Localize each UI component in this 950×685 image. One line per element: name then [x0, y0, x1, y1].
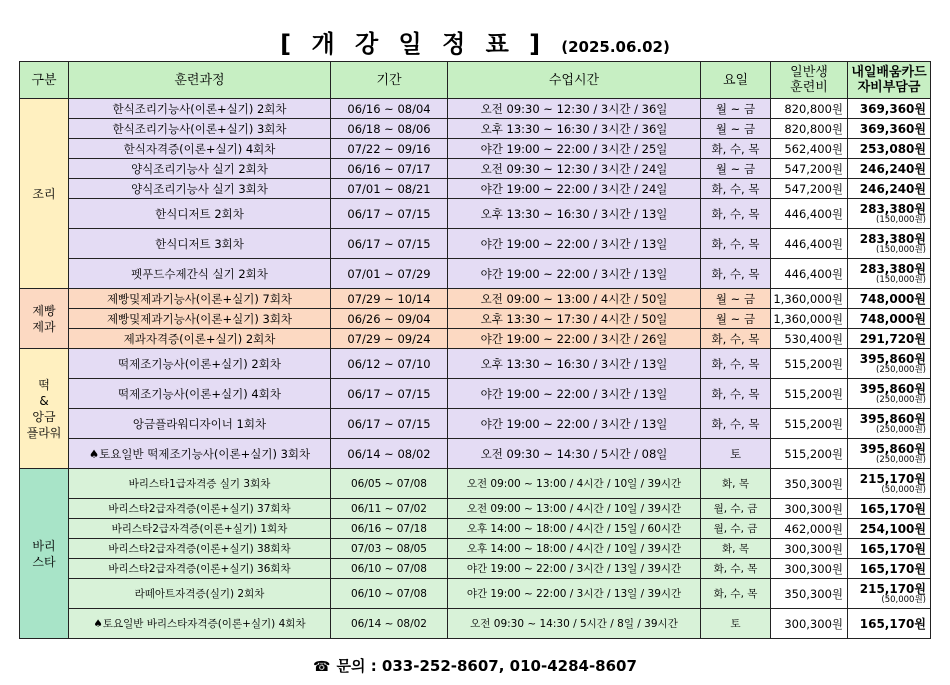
- self-pay-cell: [848, 469, 931, 499]
- self-pay-cell: [848, 139, 931, 159]
- self-pay-cell: [848, 499, 931, 519]
- course-cell: 제빵및제과기능사(이론+실기) 3회차: [69, 309, 331, 329]
- category-cell: 떡 & 앙금 플라워: [20, 349, 69, 469]
- fee-cell: 300,300원: [771, 559, 848, 579]
- fee-cell: 446,400원: [771, 229, 848, 259]
- fee-cell: 1,360,000원: [771, 309, 848, 329]
- course-cell: 바리스타2급자격증(이론+실기) 36회차: [69, 559, 331, 579]
- table-row: [20, 329, 931, 349]
- time-cell: 야간 19:00 ~ 22:00 / 3시간 / 13일: [448, 259, 701, 289]
- time-cell: 오전 09:30 ~ 12:30 / 3시간 / 24일: [448, 159, 701, 179]
- fee-cell: 515,200원: [771, 349, 848, 379]
- period-cell: 06/11 ~ 07/02: [331, 499, 448, 519]
- days-cell: 월 ~ 금: [701, 309, 771, 329]
- course-cell: 제빵및제과기능사(이론+실기) 7회차: [69, 289, 331, 309]
- fee-cell: 350,300원: [771, 469, 848, 499]
- fee-cell: 1,360,000원: [771, 289, 848, 309]
- course-cell: 제과자격증(이론+실기) 2회차: [69, 329, 331, 349]
- title-date: (2025.06.02): [561, 38, 670, 56]
- fee-cell: 300,300원: [771, 499, 848, 519]
- self-pay-note: (150,000원): [876, 274, 926, 285]
- self-pay-amount: 369,360원: [859, 121, 926, 136]
- time-cell: 오전 09:30 ~ 12:30 / 3시간 / 36일: [448, 99, 701, 119]
- course-cell: 떡제조기능사(이론+실기) 2회차: [69, 349, 331, 379]
- self-pay-amount: 748,000원: [859, 291, 926, 306]
- self-pay-amount: 246,240원: [859, 161, 926, 176]
- self-pay-amount: 165,170원: [859, 616, 926, 631]
- table-row: [20, 409, 931, 439]
- self-pay-amount: 748,000원: [859, 311, 926, 326]
- period-cell: 06/16 ~ 07/18: [331, 519, 448, 539]
- period-cell: 07/29 ~ 10/14: [331, 289, 448, 309]
- self-pay-amount: 395,860원: [859, 351, 926, 366]
- self-pay-note: (150,000원): [876, 244, 926, 255]
- self-pay-cell: [848, 309, 931, 329]
- time-cell: 오전 09:30 ~ 14:30 / 5시간 / 8일 / 39시간: [448, 609, 701, 639]
- table-row: [20, 609, 931, 639]
- title-text: [ 개 강 일 정 표 ]: [280, 30, 547, 58]
- time-cell: 오전 09:30 ~ 14:30 / 5시간 / 08일: [448, 439, 701, 469]
- table-row: [20, 159, 931, 179]
- time-cell: 오전 09:00 ~ 13:00 / 4시간 / 10일 / 39시간: [448, 469, 701, 499]
- table-row: [20, 439, 931, 469]
- course-cell: 바리스타2급자격증(이론+실기) 37회차: [69, 499, 331, 519]
- self-pay-cell: [848, 99, 931, 119]
- table-row: [20, 259, 931, 289]
- self-pay-cell: [848, 379, 931, 409]
- days-cell: 월 ~ 금: [701, 119, 771, 139]
- header-general-fee: 일반생 훈련비: [771, 62, 848, 99]
- course-cell: 한식디저트 3회차: [69, 229, 331, 259]
- table-row: [20, 139, 931, 159]
- self-pay-cell: [848, 349, 931, 379]
- table-row: [20, 309, 931, 329]
- self-pay-amount: 395,860원: [859, 411, 926, 426]
- fee-cell: 300,300원: [771, 609, 848, 639]
- table-row: [20, 559, 931, 579]
- course-cell: 펫푸드수제간식 실기 2회차: [69, 259, 331, 289]
- time-cell: 야간 19:00 ~ 22:00 / 3시간 / 25일: [448, 139, 701, 159]
- self-pay-cell: [848, 559, 931, 579]
- time-cell: 야간 19:00 ~ 22:00 / 3시간 / 13일: [448, 379, 701, 409]
- days-cell: 월 ~ 금: [701, 99, 771, 119]
- self-pay-amount: 215,170원: [859, 581, 926, 596]
- time-cell: 오후 13:30 ~ 16:30 / 3시간 / 36일: [448, 119, 701, 139]
- course-cell: 바리스타1급자격증 실기 3회차: [69, 469, 331, 499]
- days-cell: 토: [701, 439, 771, 469]
- days-cell: 화, 수, 목: [701, 259, 771, 289]
- period-cell: 06/17 ~ 07/15: [331, 229, 448, 259]
- self-pay-note: (50,000원): [881, 594, 926, 605]
- self-pay-note: (250,000원): [876, 394, 926, 405]
- time-cell: 오전 09:00 ~ 13:00 / 4시간 / 10일 / 39시간: [448, 499, 701, 519]
- fee-cell: 350,300원: [771, 579, 848, 609]
- period-cell: 06/14 ~ 08/02: [331, 439, 448, 469]
- table-row: [20, 99, 931, 119]
- self-pay-cell: [848, 179, 931, 199]
- self-pay-note: (250,000원): [876, 424, 926, 435]
- time-cell: 오후 14:00 ~ 18:00 / 4시간 / 10일 / 39시간: [448, 539, 701, 559]
- fee-cell: 300,300원: [771, 539, 848, 559]
- days-cell: 화, 수, 목: [701, 329, 771, 349]
- days-cell: 월 ~ 금: [701, 159, 771, 179]
- self-pay-amount: 291,720원: [859, 331, 926, 346]
- self-pay-note: (50,000원): [881, 484, 926, 495]
- days-cell: 토: [701, 609, 771, 639]
- table-row: [20, 469, 931, 499]
- time-cell: 오후 13:30 ~ 17:30 / 4시간 / 50일: [448, 309, 701, 329]
- period-cell: 06/17 ~ 07/15: [331, 409, 448, 439]
- category-cell: 바리 스타: [20, 469, 69, 639]
- table-row: [20, 349, 931, 379]
- days-cell: 화, 수, 목: [701, 199, 771, 229]
- time-cell: 야간 19:00 ~ 22:00 / 3시간 / 13일: [448, 229, 701, 259]
- self-pay-amount: 369,360원: [859, 101, 926, 116]
- phone-icon: ☎: [313, 659, 331, 675]
- period-cell: 07/29 ~ 09/24: [331, 329, 448, 349]
- fee-cell: 462,000원: [771, 519, 848, 539]
- self-pay-cell: [848, 289, 931, 309]
- self-pay-amount: 254,100원: [859, 521, 926, 536]
- days-cell: 화, 수, 목: [701, 559, 771, 579]
- table-row: [20, 179, 931, 199]
- days-cell: 월 ~ 금: [701, 289, 771, 309]
- course-cell: 라떼아트자격증(실기) 2회차: [69, 579, 331, 609]
- days-cell: 화, 수, 목: [701, 139, 771, 159]
- contact-text: 문의 : 033-252-8607, 010-4284-8607: [336, 657, 637, 675]
- self-pay-amount: 283,380원: [859, 201, 926, 216]
- header-days: 요일: [701, 62, 771, 99]
- time-cell: 오전 09:00 ~ 13:00 / 4시간 / 50일: [448, 289, 701, 309]
- header-class-time: 수업시간: [448, 62, 701, 99]
- time-cell: 오후 14:00 ~ 18:00 / 4시간 / 15일 / 60시간: [448, 519, 701, 539]
- fee-cell: 820,800원: [771, 119, 848, 139]
- days-cell: 화, 수, 목: [701, 229, 771, 259]
- course-cell: 한식조리기능사(이론+실기) 3회차: [69, 119, 331, 139]
- fee-cell: 515,200원: [771, 379, 848, 409]
- self-pay-cell: [848, 259, 931, 289]
- self-pay-cell: [848, 609, 931, 639]
- contact-line: [0, 655, 950, 676]
- period-cell: 06/26 ~ 09/04: [331, 309, 448, 329]
- self-pay-amount: 395,860원: [859, 441, 926, 456]
- period-cell: 07/01 ~ 07/29: [331, 259, 448, 289]
- period-cell: 06/17 ~ 07/15: [331, 199, 448, 229]
- course-cell: 바리스타2급자격증(이론+실기) 1회차: [69, 519, 331, 539]
- days-cell: 화, 목: [701, 469, 771, 499]
- period-cell: 06/10 ~ 07/08: [331, 579, 448, 609]
- course-cell: 한식자격증(이론+실기) 4회차: [69, 139, 331, 159]
- time-cell: 야간 19:00 ~ 22:00 / 3시간 / 26일: [448, 329, 701, 349]
- self-pay-amount: 246,240원: [859, 181, 926, 196]
- schedule-table: [19, 61, 931, 639]
- self-pay-amount: 215,170원: [859, 471, 926, 486]
- fee-cell: 515,200원: [771, 439, 848, 469]
- time-cell: 오후 13:30 ~ 16:30 / 3시간 / 13일: [448, 349, 701, 379]
- fee-cell: 562,400원: [771, 139, 848, 159]
- header-course: 훈련과정: [69, 62, 331, 99]
- course-cell: ♠토요일반 바리스타자격증(이론+실기) 4회차: [69, 609, 331, 639]
- self-pay-amount: 165,170원: [859, 561, 926, 576]
- self-pay-cell: [848, 539, 931, 559]
- period-cell: 06/14 ~ 08/02: [331, 609, 448, 639]
- table-row: [20, 379, 931, 409]
- period-cell: 07/22 ~ 09/16: [331, 139, 448, 159]
- course-cell: 한식조리기능사(이론+실기) 2회차: [69, 99, 331, 119]
- table-row: [20, 119, 931, 139]
- self-pay-cell: [848, 579, 931, 609]
- fee-cell: 530,400원: [771, 329, 848, 349]
- period-cell: 06/17 ~ 07/15: [331, 379, 448, 409]
- category-cell: 제빵 제과: [20, 289, 69, 349]
- period-cell: 06/05 ~ 07/08: [331, 469, 448, 499]
- category-cell: 조리: [20, 99, 69, 289]
- fee-cell: 446,400원: [771, 199, 848, 229]
- time-cell: 야간 19:00 ~ 22:00 / 3시간 / 24일: [448, 179, 701, 199]
- days-cell: 화, 수, 목: [701, 579, 771, 609]
- days-cell: 화, 수, 목: [701, 379, 771, 409]
- days-cell: 화, 목: [701, 539, 771, 559]
- self-pay-cell: [848, 329, 931, 349]
- header-self-pay: 내일배움카드 자비부담금: [848, 62, 931, 99]
- self-pay-note: (250,000원): [876, 364, 926, 375]
- self-pay-amount: 395,860원: [859, 381, 926, 396]
- course-cell: 바리스타2급자격증(이론+실기) 38회차: [69, 539, 331, 559]
- time-cell: 오후 13:30 ~ 16:30 / 3시간 / 13일: [448, 199, 701, 229]
- self-pay-note: (150,000원): [876, 214, 926, 225]
- self-pay-amount: 253,080원: [859, 141, 926, 156]
- course-cell: 앙금플라워디자이너 1회차: [69, 409, 331, 439]
- self-pay-cell: [848, 519, 931, 539]
- time-cell: 야간 19:00 ~ 22:00 / 3시간 / 13일 / 39시간: [448, 559, 701, 579]
- self-pay-note: (250,000원): [876, 454, 926, 465]
- self-pay-cell: [848, 439, 931, 469]
- self-pay-amount: 165,170원: [859, 501, 926, 516]
- table-row: [20, 199, 931, 229]
- period-cell: 06/16 ~ 08/04: [331, 99, 448, 119]
- header-period: 기간: [331, 62, 448, 99]
- period-cell: 06/16 ~ 07/17: [331, 159, 448, 179]
- period-cell: 06/10 ~ 07/08: [331, 559, 448, 579]
- table-row: [20, 289, 931, 309]
- fee-cell: 446,400원: [771, 259, 848, 289]
- period-cell: 07/03 ~ 08/05: [331, 539, 448, 559]
- document-title: [0, 24, 950, 59]
- course-cell: 양식조리기능사 실기 3회차: [69, 179, 331, 199]
- course-cell: 양식조리기능사 실기 2회차: [69, 159, 331, 179]
- self-pay-cell: [848, 229, 931, 259]
- time-cell: 야간 19:00 ~ 22:00 / 3시간 / 13일 / 39시간: [448, 579, 701, 609]
- course-cell: 떡제조기능사(이론+실기) 4회차: [69, 379, 331, 409]
- self-pay-amount: 283,380원: [859, 231, 926, 246]
- table-row: [20, 499, 931, 519]
- table-row: [20, 519, 931, 539]
- period-cell: 06/12 ~ 07/10: [331, 349, 448, 379]
- table-row: [20, 579, 931, 609]
- days-cell: 월, 수, 금: [701, 519, 771, 539]
- fee-cell: 820,800원: [771, 99, 848, 119]
- self-pay-cell: [848, 119, 931, 139]
- fee-cell: 547,200원: [771, 179, 848, 199]
- header-category: 구분: [20, 62, 69, 99]
- fee-cell: 515,200원: [771, 409, 848, 439]
- time-cell: 야간 19:00 ~ 22:00 / 3시간 / 13일: [448, 409, 701, 439]
- days-cell: 월, 수, 금: [701, 499, 771, 519]
- self-pay-cell: [848, 159, 931, 179]
- period-cell: 06/18 ~ 08/06: [331, 119, 448, 139]
- self-pay-amount: 165,170원: [859, 541, 926, 556]
- header-row: [20, 62, 931, 99]
- fee-cell: 547,200원: [771, 159, 848, 179]
- table-row: [20, 539, 931, 559]
- days-cell: 화, 수, 목: [701, 179, 771, 199]
- self-pay-cell: [848, 409, 931, 439]
- self-pay-cell: [848, 199, 931, 229]
- days-cell: 화, 수, 목: [701, 349, 771, 379]
- table-row: [20, 229, 931, 259]
- period-cell: 07/01 ~ 08/21: [331, 179, 448, 199]
- self-pay-amount: 283,380원: [859, 261, 926, 276]
- days-cell: 화, 수, 목: [701, 409, 771, 439]
- course-cell: ♠토요일반 떡제조기능사(이론+실기) 3회차: [69, 439, 331, 469]
- course-cell: 한식디저트 2회차: [69, 199, 331, 229]
